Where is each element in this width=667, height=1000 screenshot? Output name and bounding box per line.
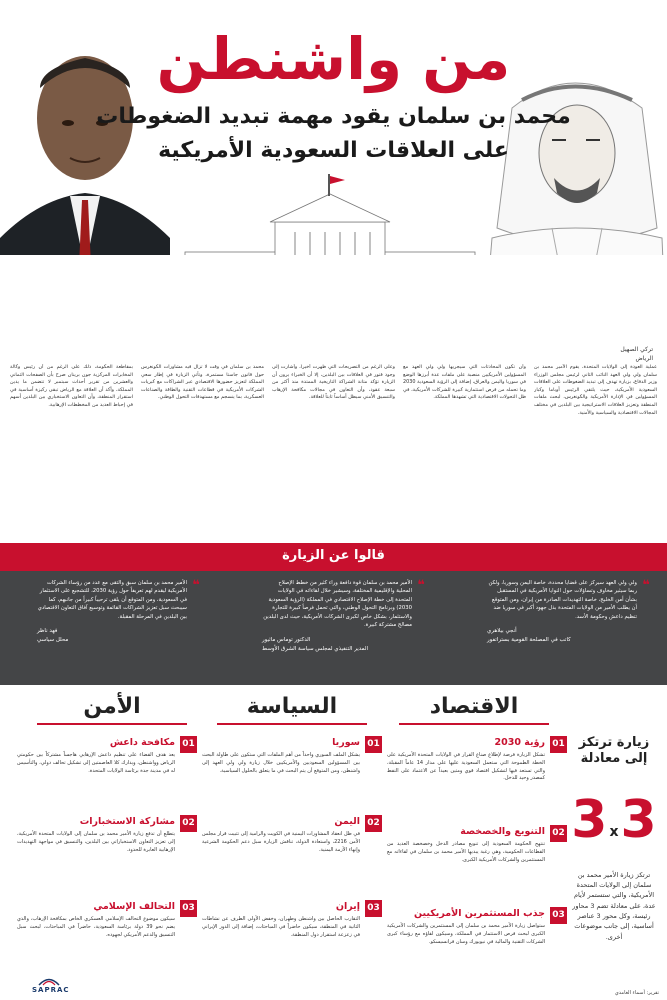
big-number-right: 3 — [620, 789, 657, 850]
main-title: من واشنطن — [156, 25, 511, 93]
item-title: مشاركة الاستخبارات — [79, 816, 175, 827]
quote-block — [262, 578, 425, 679]
sidebar-title — [569, 735, 659, 768]
item-title: اليمن — [334, 816, 360, 827]
three-by-three-graphic — [569, 780, 659, 860]
multiply-sign: x — [609, 824, 619, 840]
item-body: يعد هدف القضاء على تنظيم داعش الإرهابي هاجساً مشتركاً بين حكومتي الرياض وواشنطن، ويدارك كلا العاصمتين إلى تشكيل تحالف دولي، والتأسيس له في مدينة جدة برئاسة الولايات المتحدة. — [17, 752, 175, 774]
item-title: التحالف الإسلامي — [93, 901, 175, 912]
politics-item — [202, 736, 382, 816]
economy-item — [387, 825, 567, 905]
security-item — [17, 900, 197, 980]
report-credit: تقرير: أسماء الغامدي — [614, 990, 659, 996]
item-body: سيكون موضوع التحالف الإسلامي العسكري الخاص بمكافحة الإرهاب، والذي يضم نحو 39 دولة برئاسة السعودية، حاضراً في المباحثات، لبحث سبل التنسيق والدعم الأمريكي لجهوده. — [17, 916, 175, 938]
quote-mark-icon: ❝ — [642, 578, 650, 593]
article-body — [10, 364, 657, 534]
sapra-logo-icon — [38, 976, 60, 986]
item-title: جذب المستثمرين الأمريكيين — [413, 908, 545, 919]
item-title: رؤية 2030 — [494, 737, 545, 748]
quote-role: المدير التنفيذي لمجلس سياسة الشرق الأوسط — [262, 645, 369, 652]
article-column: محمد بن سلمان في وقت لا تزال فيه مشاورات الكونغرس حول قانون جاستا مستمرة، وتأتي الزيارة في إطار سعي المملكة لتعزيز حضورها الاقتصادي عبر الشراكات مع كبريات الشركات الأمريكية في قطاعات التقنية والطاقة والصناعات العسكرية، بما ينسجم مع مستهدفات التحول الوطني. — [141, 364, 264, 401]
quotes-title: قالوا عن الزيارة — [282, 548, 385, 563]
sidebar-title-line-1: زيارة ترتكز — [578, 735, 650, 750]
item-title: إيران — [335, 901, 360, 912]
item-title: سوريا — [332, 737, 360, 748]
economy-item — [387, 736, 567, 816]
quote-block — [487, 578, 650, 679]
item-body: تشكل الزيارة فرصة لإطلاع صناع القرار في الولايات المتحدة الأمريكية على الخطة الطموحة التي ستعمل السعودية عليها على مدار 14 عاماً المقبلة، والتي تستعد فيها لتشكيل اقتصاد قوي ومتين بعيداً عن الاعتماد على النفط كمصدر وحيد للدخل. — [387, 752, 545, 782]
item-number: 03 — [180, 900, 197, 917]
section-heading-economy: الاقتصاد — [399, 694, 549, 725]
quote-text: ولي ولي العهد سيركز على قضايا محددة، خاصة اليمن وسوريا، ولكن ربما سيثير مخاوف وتساؤلات حول النوايا الأمريكية في المستقبل بشأن أمن الخليج، خاصة التهديدات الصادرة من إيران، ومن المتوقع أن يطلب الأمير من الولايات المتحدة بذل جهود أكبر في سوريا ضد تنظيم داعش وحكومة الأسد. — [488, 580, 637, 620]
quote-text: الأمير محمد بن سلمان سبق والتقى مع عدد من رؤساء الشركات الأمريكية ليقدم لهم تعريفاً حول رؤية 2030، للتشجيع على الاستثمار في السعودية، ومن المتوقع أن يلقى ترحيباً كبيراً من جانبهم، كما سيبحث سبل تعزيز الشراكات القائمة وتوسيع آفاق التعاون الاقتصادي بين البلدين في المرحلة المقبلة. — [37, 580, 187, 620]
item-body: يشكل الملف السوري واحداً من أهم الملفات التي ستكون على طاولة البحث بين المسؤولين السعوديين والأمريكيين خلال زيارة ولي ولي العهد إلى واشنطن، ومن المتوقع أن يتم البحث في ما يتعلق بالحلول السياسية. — [202, 752, 360, 774]
sapra-logo-text: SAPRAC — [32, 986, 70, 994]
quote-block — [37, 578, 200, 679]
byline — [620, 345, 653, 363]
politics-item — [202, 900, 382, 980]
item-number: 02 — [180, 815, 197, 832]
item-number: 01 — [180, 736, 197, 753]
item-title: التنويع والخصخصة — [460, 826, 545, 837]
item-number: 01 — [550, 736, 567, 753]
sidebar-title-line-2: إلى معادلة — [580, 751, 648, 767]
quote-mark-icon: ❝ — [417, 578, 425, 593]
item-number: 02 — [365, 815, 382, 832]
subtitle-line-1: محمد بن سلمان يقود مهمة تبديد الضغوطات — [96, 104, 571, 129]
quote-mark-icon: ❝ — [192, 578, 200, 593]
item-body: التقارب الحاصل بين واشنطن وطهران، وخفض الأولى الطرف عن نشاطات الثانية في المنطقة، سيكون حاضراً في المباحثات، إضافة إلى الدور الإيراني في زعزعة استقرار دول المنطقة. — [202, 916, 360, 938]
security-item — [17, 736, 197, 816]
article-column: بمقاطعة الحكومة، ذلك على الرغم من أن رئيس وكالة المخابرات المركزية جون برينان صرح بأن الصفحات الثماني والعشرين من تقرير أحداث سبتمبر لا تتضمن ما يدين المملكة، وأكد أن العلاقة مع الرياض تبقى ركيزة أساسية في استقرار المنطقة، وأن التعاون الاستخباري بين البلدين أسهم في إحباط العديد من المخططات الإرهابية. — [10, 364, 133, 408]
three-by-three-sidebar — [569, 735, 659, 985]
white-house-illustration — [165, 172, 495, 255]
item-number: 01 — [365, 736, 382, 753]
item-body: ستواصل زيارة الأمير محمد بن سلمان إلى المستثمرين والشركات الأمريكية الكبرى لبحث فرص الاستثمار في المملكة، وسيكون لقاؤه مع رؤساء كبرى الشركات التقنية والمالية في نيويورك وسان فرانسيسكو. — [387, 923, 545, 945]
quotes-band — [0, 543, 667, 685]
article-column: عملية العودة إلى الولايات المتحدة، يقوم الأمير محمد بن سلمان ولي ولي العهد النائب الثاني لرئيس مجلس الوزراء وزير الدفاع، بزيارة تهدف إلى تبديد الضغوطات على العلاقات السعودية الأمريكية، حيث يلتقي الرئيس أوباما وكبار المسؤولين في الإدارة الأمريكية والكونغرس، لبحث ملفات المنطقة وتعزيز العلاقات الاستراتيجية بين البلدين في مختلف المجالات الاقتصادية والسياسية والأمنية. — [534, 364, 657, 416]
item-body: في ظل انعقاد المشاورات اليمنية في الكويت والرامية إلى تثبيت قرار مجلس الأمن 2216، واستعادة الدولة، تناقش الزيارة سبل دعم الحكومة الشرعية وإنهاء الأزمة اليمنية. — [202, 831, 360, 853]
byline-city: الرياض — [635, 355, 653, 362]
byline-author: تركي الصهيل — [620, 346, 653, 353]
article-column: وأن تكون المحادثات التي سيجريها ولي ولي العهد مع المسؤولين الأمريكيين منصبة على ملفات عدة أبرزها الوضع في سوريا واليمن والعراق، إضافة إلى الرؤية السعودية 2030 وما تحمله من فرص استثمارية كبيرة للشركات الأمريكية، في ظل التحولات الاقتصادية التي تشهدها المملكة. — [403, 364, 526, 401]
item-number: 02 — [550, 825, 567, 842]
section-heading-politics: السياسة — [217, 694, 367, 725]
sidebar-description: ترتكز زيارة الأمير محمد بن سلمان إلى الولايات المتحدة الأمريكية، والتي ستستمر لأيام عدة، على معادلة تضم 3 محاور رئيسة، وكل محور 3 عناصر أساسية، إلى جانب موضوعات أخرى. — [572, 870, 656, 941]
quote-author: الدكتور توماس ماثيور — [262, 636, 311, 643]
quote-author: فهد ناظر — [37, 628, 58, 635]
quote-role: محلل سياسي — [37, 637, 69, 644]
security-item — [17, 815, 197, 895]
sapra-logo — [10, 976, 90, 996]
economy-item — [387, 907, 567, 987]
item-number: 03 — [365, 900, 382, 917]
big-number-left: 3 — [571, 789, 608, 850]
item-body: يتطلع أن تدفع زيارة الأمير محمد بن سلمان إلى الولايات المتحدة الأمريكية، إلى تعزيز التعاون الاستخباراتي بين البلدين، والتنسيق في مواجهة التهديدات الإرهابية العابرة للحدود. — [17, 831, 175, 853]
politics-item — [202, 815, 382, 895]
subtitle-line-2: على العلاقات السعودية الأمريكية — [158, 138, 509, 163]
quote-text: الأمير محمد بن سلمان قوة دافعة وراء كثير من خطط الإصلاح المحلية والإقليمية المختلفة، وسيشير خلال لقاءاته في الولايات المتحدة إلى خطة الإصلاح الاقتصادي في المملكة (الرؤية السعودية 2030) وبرنامج التحول الوطني، والتي تحمل فرصاً كبيرة للتجارة والاستثمار، بشكل خاص لكبرى الشركات الأمريكية، حيث لدى البلدين مصالح مشتركة كبيرة. — [263, 580, 412, 629]
item-number: 03 — [550, 907, 567, 924]
quote-role: كاتب في المصلحة القومية بستراتفور — [487, 637, 571, 644]
item-title: مكافحة داعش — [109, 737, 175, 748]
quote-author: أنجي بيلاهري — [487, 628, 517, 635]
item-body: تنتهج الحكومة السعودية إلى تنويع مصادر الدخل وخصخصة العديد من القطاعات الحكومية، وهي رغبة يبديها الأمير محمد بن سلمان في لقاءاته مع المستثمرين والشركات الأمريكية الكبرى. — [387, 841, 545, 863]
section-heading-security: الأمن — [37, 694, 187, 725]
header — [0, 0, 667, 255]
article-column: وعلى الرغم من التصريحات التي ظهرت أخيراً، وأشارت إلى وجود فتور في العلاقات بين البلدين، إلا أن الخبراء يرون أن الزيارة تؤكد متانة الشراكة التاريخية الممتدة منذ أكثر من سبعة عقود، وأن التعاون في مجالات مكافحة الإرهاب والتنسيق الأمني سيظل أساساً ثابتاً للعلاقة. — [272, 364, 395, 401]
